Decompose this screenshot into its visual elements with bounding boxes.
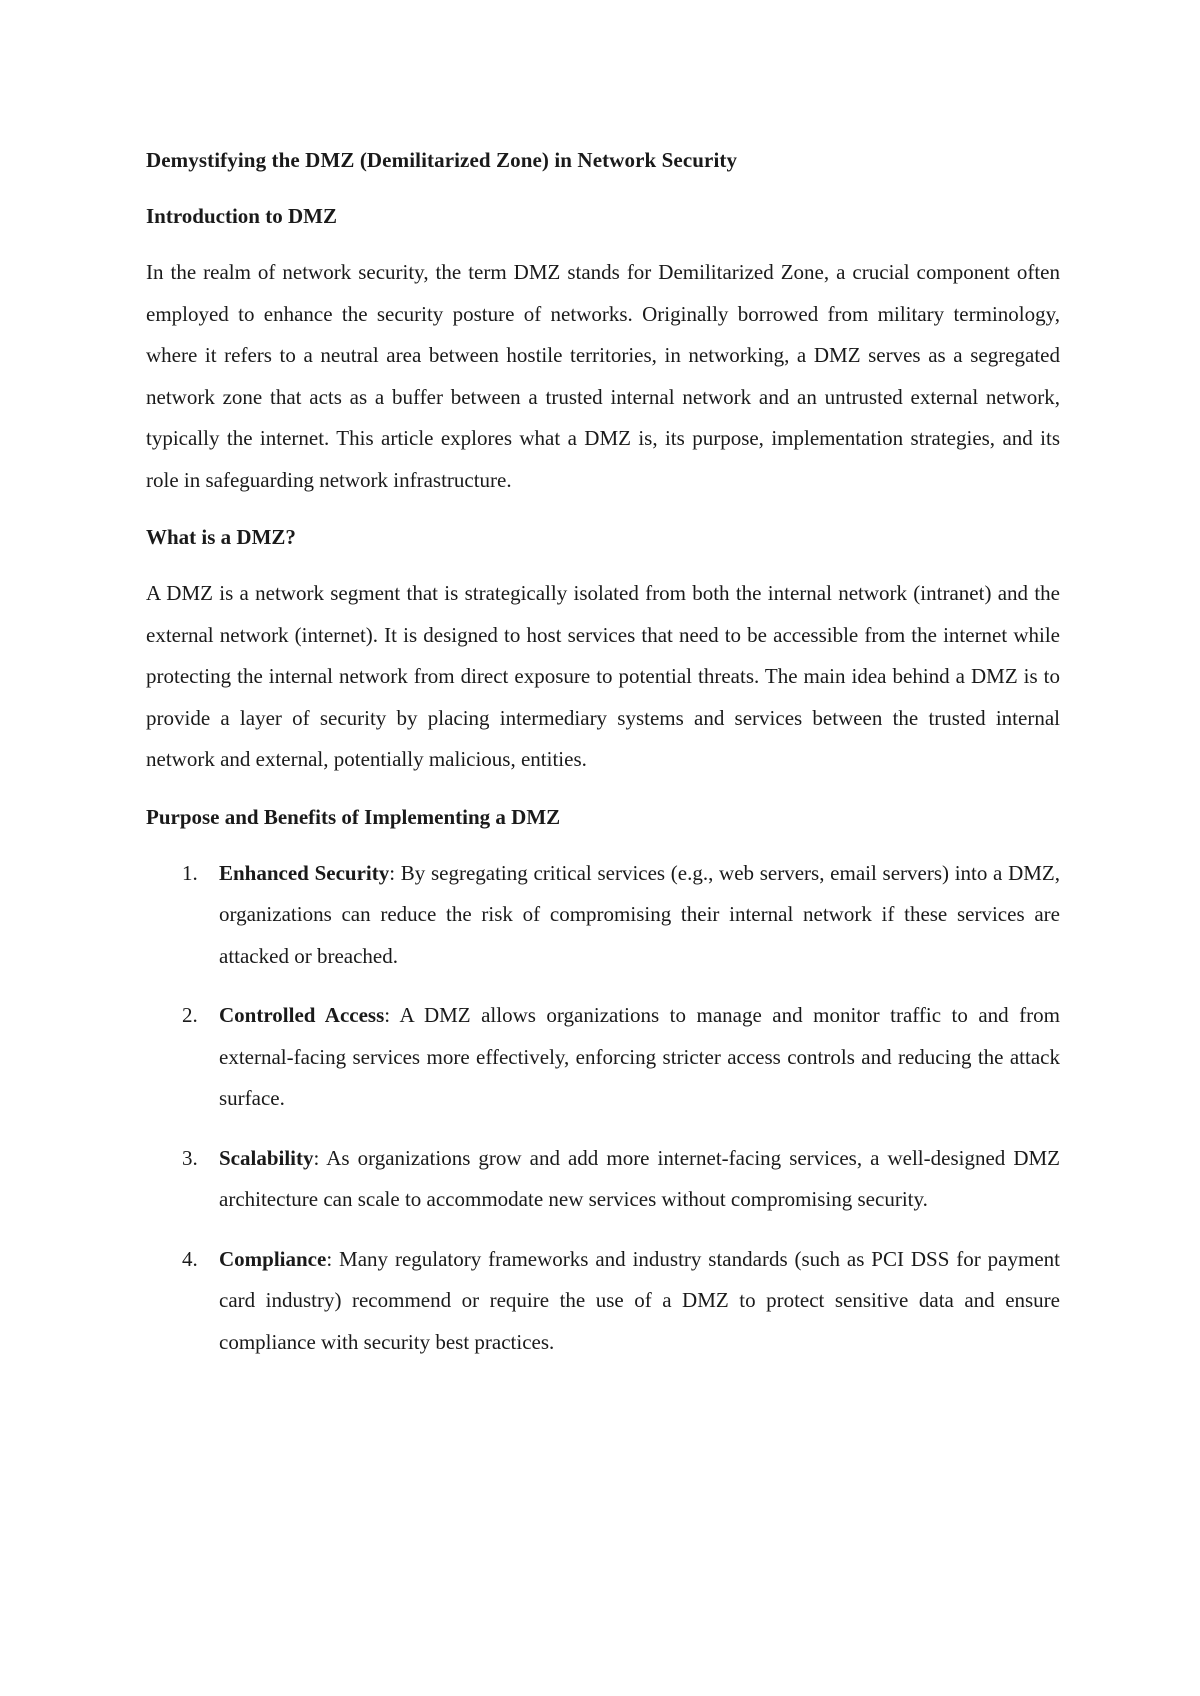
list-item [146,995,1060,1120]
list-item-text: : By segregating critical services (e.g., web servers, email servers) into a DMZ, organizations can reduce the risk of compromising their internal network if these services are attacked or breached. [219,860,1060,968]
list-item-term: Scalability [219,1145,314,1170]
list-item [146,1138,1060,1221]
list-item-term: Controlled Access [219,1003,385,1027]
list-item [146,1239,1060,1364]
benefits-list [146,853,1060,1364]
section-heading-purpose: Purpose and Benefits of Implementing a DMZ [146,804,561,829]
document-title: Demystifying the DMZ (Demilitarized Zone) in Network Security [146,148,738,172]
list-item-number: 3. [182,1145,198,1170]
paragraph-what-is-dmz: A DMZ is a network segment that is strategically isolated from both the internal network (intranet) and the external network (internet). It is designed to host services that need to be accessible from the internet while protecting the internal network from direct exposure to potential threats. The main idea behind a DMZ is to provide a layer of security by placing intermediary systems and services between the trusted internal network and external, potentially malicious, entities. [146,581,1060,771]
list-item-number: 4. [182,1246,198,1271]
section-heading-intro: Introduction to DMZ [146,204,337,228]
paragraph-intro: In the realm of network security, the term DMZ stands for Demilitarized Zone, a crucial component often employed to enhance the security posture of networks. Originally borrowed from military terminology, where it refers to a neutral area between hostile territories, in networking, a DMZ serves as a segregated network zone that acts as a buffer between a trusted internal network and an untrusted external network, typically the internet. This article explores what a DMZ is, its purpose, implementation strategies, and its role in safeguarding network infrastructure. [146,260,1060,492]
list-item-term: Compliance [219,1246,327,1271]
list-item-text: : Many regulatory frameworks and industry standards (such as PCI DSS for payment card industry) recommend or require the use of a DMZ to protect sensitive data and ensure compliance with security best practices. [219,1246,1060,1354]
list-item [146,853,1060,978]
list-item-text: : As organizations grow and add more internet-facing services, a well-designed DMZ architecture can scale to accommodate new services without compromising security. [219,1145,1060,1211]
section-heading-what-is-dmz: What is a DMZ? [146,525,296,549]
list-item-number: 2. [182,1003,198,1027]
list-item-text: : A DMZ allows organizations to manage and monitor traffic to and from external-facing services more effectively, enforcing stricter access controls and reducing the attack surface. [219,1003,1060,1110]
list-item-number: 1. [182,860,198,885]
document-page [146,142,1060,1381]
list-item-term: Enhanced Security [219,860,390,885]
